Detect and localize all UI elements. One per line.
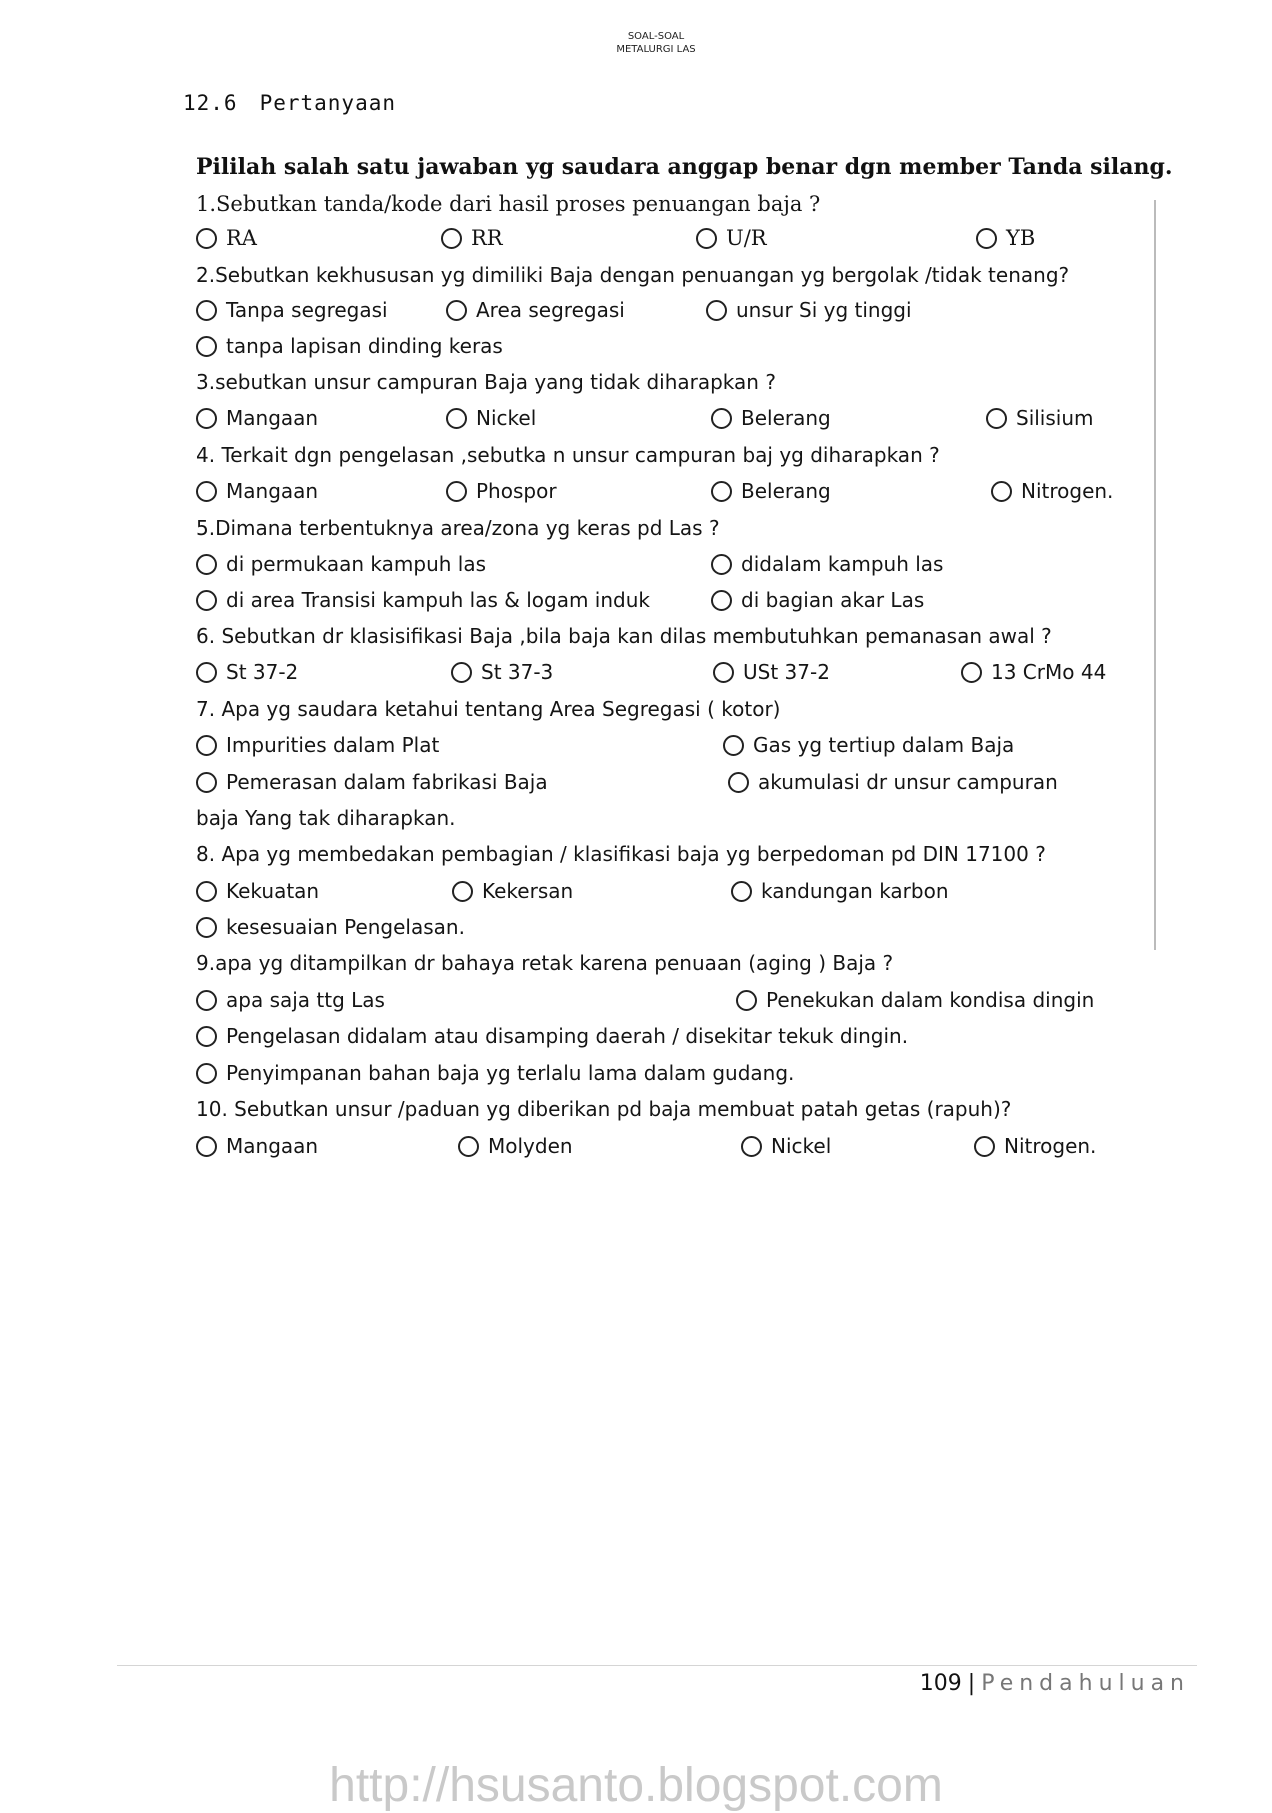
header-line-2: METALURGI LAS xyxy=(616,44,696,55)
q3-option-a[interactable]: Mangaan xyxy=(196,406,318,430)
question-2: 2.Sebutkan kekhususan yg dimiliki Baja dengan penuangan yg bergolak /tidak tenang? xyxy=(196,263,1070,287)
radio-circle-icon[interactable] xyxy=(196,772,217,793)
q10-option-d[interactable]: Nitrogen. xyxy=(974,1134,1096,1158)
radio-circle-icon[interactable] xyxy=(696,228,717,249)
radio-circle-icon[interactable] xyxy=(196,990,217,1011)
q3-option-c[interactable]: Belerang xyxy=(711,406,831,430)
q10-option-b[interactable]: Molyden xyxy=(458,1134,573,1158)
radio-circle-icon[interactable] xyxy=(711,590,732,611)
radio-circle-icon[interactable] xyxy=(986,408,1007,429)
radio-circle-icon[interactable] xyxy=(196,300,217,321)
radio-circle-icon[interactable] xyxy=(196,1026,217,1047)
chapter-name: Pendahuluan xyxy=(981,1671,1190,1696)
radio-circle-icon[interactable] xyxy=(711,408,732,429)
q3-option-b[interactable]: Nickel xyxy=(446,406,536,430)
radio-circle-icon[interactable] xyxy=(451,662,472,683)
footer-separator: | xyxy=(967,1671,976,1696)
watermark-url: http://hsusanto.blogspot.com xyxy=(329,1759,943,1812)
q7-option-b[interactable]: Gas yg tertiup dalam Baja xyxy=(723,733,1014,757)
question-7: 7. Apa yg saudara ketahui tentang Area Segregasi ( kotor) xyxy=(196,697,781,721)
q9-option-d[interactable]: Penyimpanan bahan baja yg terlalu lama dalam gudang. xyxy=(196,1061,794,1085)
q10-option-c[interactable]: Nickel xyxy=(741,1134,831,1158)
section-number: 12.6 xyxy=(183,91,238,115)
page-number: 109 xyxy=(919,1671,962,1696)
q6-option-b[interactable]: St 37-3 xyxy=(451,660,553,684)
radio-circle-icon[interactable] xyxy=(446,481,467,502)
q5-option-b[interactable]: didalam kampuh las xyxy=(711,552,943,576)
q8-option-d[interactable]: kesesuaian Pengelasan. xyxy=(196,915,465,939)
radio-circle-icon[interactable] xyxy=(196,554,217,575)
footer-divider xyxy=(117,1665,1197,1666)
radio-circle-icon[interactable] xyxy=(961,662,982,683)
radio-circle-icon[interactable] xyxy=(974,1136,995,1157)
q4-option-a[interactable]: Mangaan xyxy=(196,479,318,503)
radio-circle-icon[interactable] xyxy=(196,917,217,938)
q7-option-d[interactable]: akumulasi dr unsur campuran xyxy=(728,770,1058,794)
radio-circle-icon[interactable] xyxy=(196,336,217,357)
q3-option-d[interactable]: Silisium xyxy=(986,406,1094,430)
q9-option-a[interactable]: apa saja ttg Las xyxy=(196,988,385,1012)
q1-option-d[interactable]: YB xyxy=(976,226,1035,250)
radio-circle-icon[interactable] xyxy=(458,1136,479,1157)
radio-circle-icon[interactable] xyxy=(446,300,467,321)
q9-option-c[interactable]: Pengelasan didalam atau disamping daerah / disekitar tekuk dingin. xyxy=(196,1024,908,1048)
page-footer xyxy=(0,1671,1190,1696)
question-6: 6. Sebutkan dr klasisifikasi Baja ,bila baja kan dilas membutuhkan pemanasan awal ? xyxy=(196,624,1052,648)
q10-option-a[interactable]: Mangaan xyxy=(196,1134,318,1158)
scanned-question-sheet xyxy=(196,0,1173,1158)
q4-option-c[interactable]: Belerang xyxy=(711,479,831,503)
question-3: 3.sebutkan unsur campuran Baja yang tidak diharapkan ? xyxy=(196,370,776,394)
radio-circle-icon[interactable] xyxy=(452,881,473,902)
q8-option-a[interactable]: Kekuatan xyxy=(196,879,319,903)
q8-option-c[interactable]: kandungan karbon xyxy=(731,879,949,903)
radio-circle-icon[interactable] xyxy=(196,481,217,502)
radio-circle-icon[interactable] xyxy=(731,881,752,902)
q2-option-b[interactable]: Area segregasi xyxy=(446,298,625,322)
question-9: 9.apa yg ditampilkan dr bahaya retak karena penuaan (aging ) Baja ? xyxy=(196,951,894,975)
radio-circle-icon[interactable] xyxy=(196,408,217,429)
q5-option-d[interactable]: di bagian akar Las xyxy=(711,588,924,612)
q2-option-a[interactable]: Tanpa segregasi xyxy=(196,298,388,322)
radio-circle-icon[interactable] xyxy=(706,300,727,321)
q6-option-a[interactable]: St 37-2 xyxy=(196,660,298,684)
q4-option-b[interactable]: Phospor xyxy=(446,479,557,503)
q5-option-c[interactable]: di area Transisi kampuh las & logam induk xyxy=(196,588,650,612)
q2-option-d[interactable]: tanpa lapisan dinding keras xyxy=(196,334,503,358)
radio-circle-icon[interactable] xyxy=(976,228,997,249)
question-4: 4. Terkait dgn pengelasan ,sebutka n unsur campuran baj yg diharapkan ? xyxy=(196,443,940,467)
q7-option-c[interactable]: Pemerasan dalam fabrikasi Baja xyxy=(196,770,548,794)
q6-option-d[interactable]: 13 CrMo 44 xyxy=(961,660,1106,684)
q2-option-c[interactable]: unsur Si yg tinggi xyxy=(706,298,912,322)
radio-circle-icon[interactable] xyxy=(441,228,462,249)
q1-option-b[interactable]: RR xyxy=(441,226,503,250)
radio-circle-icon[interactable] xyxy=(196,662,217,683)
q7-option-d-continuation: baja Yang tak diharapkan. xyxy=(196,806,456,830)
q9-option-b[interactable]: Penekukan dalam kondisa dingin xyxy=(736,988,1094,1012)
q6-option-c[interactable]: USt 37-2 xyxy=(713,660,830,684)
radio-circle-icon[interactable] xyxy=(196,1136,217,1157)
radio-circle-icon[interactable] xyxy=(196,1063,217,1084)
radio-circle-icon[interactable] xyxy=(728,772,749,793)
section-title: Pertanyaan xyxy=(259,91,397,115)
radio-circle-icon[interactable] xyxy=(723,735,744,756)
radio-circle-icon[interactable] xyxy=(196,881,217,902)
q8-option-b[interactable]: Kekersan xyxy=(452,879,573,903)
question-5: 5.Dimana terbentuknya area/zona yg keras pd Las ? xyxy=(196,516,720,540)
q7-option-a[interactable]: Impurities dalam Plat xyxy=(196,733,439,757)
q5-option-a[interactable]: di permukaan kampuh las xyxy=(196,552,486,576)
q1-option-a[interactable]: RA xyxy=(196,226,257,250)
instruction-text: Pililah salah satu jawaban yg saudara anggap benar dgn member Tanda silang. xyxy=(196,154,1173,180)
radio-circle-icon[interactable] xyxy=(741,1136,762,1157)
radio-circle-icon[interactable] xyxy=(736,990,757,1011)
scan-edge-line xyxy=(1154,200,1156,950)
radio-circle-icon[interactable] xyxy=(991,481,1012,502)
radio-circle-icon[interactable] xyxy=(196,590,217,611)
radio-circle-icon[interactable] xyxy=(711,481,732,502)
header-line-1: SOAL-SOAL xyxy=(627,31,685,42)
radio-circle-icon[interactable] xyxy=(711,554,732,575)
question-1: 1.Sebutkan tanda/kode dari hasil proses penuangan baja ? xyxy=(196,192,821,216)
question-10: 10. Sebutkan unsur /paduan yg diberikan pd baja membuat patah getas (rapuh)? xyxy=(196,1097,1012,1121)
radio-circle-icon[interactable] xyxy=(713,662,734,683)
radio-circle-icon[interactable] xyxy=(196,228,217,249)
q4-option-d[interactable]: Nitrogen. xyxy=(991,479,1113,503)
radio-circle-icon[interactable] xyxy=(196,735,217,756)
radio-circle-icon[interactable] xyxy=(446,408,467,429)
question-8: 8. Apa yg membedakan pembagian / klasifikasi baja yg berpedoman pd DIN 17100 ? xyxy=(196,842,1046,866)
q1-option-c[interactable]: U/R xyxy=(696,226,767,250)
